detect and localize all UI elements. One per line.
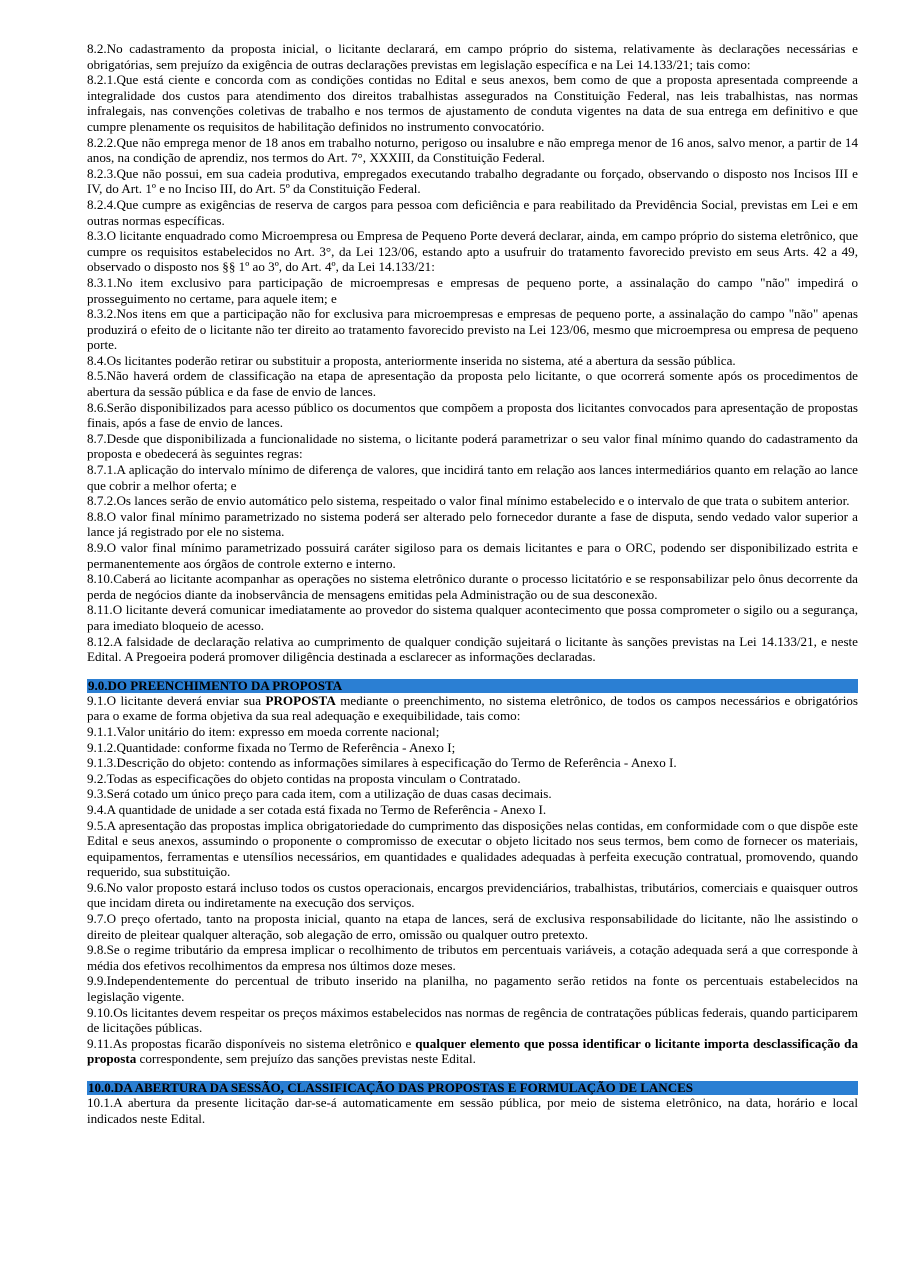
paragraph [87,1036,858,1067]
paragraph: 9.5.A apresentação das propostas implica obrigatoriedade do cumprimento das disposições nelas contidas, em conformidade com o que dispõe este Edital e seus anexos, assumindo o proponente o compromisso de executar o objeto licitado nos seus termos, bem como de fornecer os materiais, equipamentos, ferramentas e utensílios necessários, em quantidades e qualidades adequadas à perfeita execução contratual, promovendo, quando requerido, sua substituição. [87,817,858,880]
paragraph: 8.3.2.Nos itens em que a participação não for exclusiva para microempresas e empresas de pequeno porte, a assinalação do campo "não" apenas produzirá o efeito de o licitante não ter direito ao tratamento favorecido previsto na Lei 123/06, mesmo que microempresa ou empresa de pequeno porte. [87,306,858,353]
paragraph: 10.1.A abertura da presente licitação dar-se-á automaticamente em sessão pública, por meio de sistema eletrônico, na data, horário e local indicados neste Edital. [87,1095,858,1126]
paragraph: 9.3.Será cotado um único preço para cada item, com a utilização de duas casas decimais. [87,786,552,802]
paragraph: 9.4.A quantidade de unidade a ser cotada está fixada no Termo de Referência - Anexo I. [87,801,547,817]
paragraph: 8.7.Desde que disponibilizada a funcionalidade no sistema, o licitante poderá parametrizar o seu valor final mínimo quando do cadastramento da proposta e obedecerá às seguintes regras: [87,430,858,462]
paragraph: 8.3.O licitante enquadrado como Microempresa ou Empresa de Pequeno Porte deverá declarar, ainda, em campo próprio do sistema eletrônico, que cumpre os requisitos estabelecidos no Art. 3°, da Lei 123/06, estando apto a usufruir do tratamento favorecido previsto em seus Arts. 42 a 49, observado o disposto nos §§ 1º ao 3º, do Art. 4º, da Lei 14.133/21: [87,228,859,275]
paragraph: 8.5.Não haverá ordem de classificação na etapa de apresentação da proposta pelo licitante, o que ocorrerá somente após os procedimentos de abertura da sessão pública e da fase de envio de lances. [87,368,858,400]
paragraph: 8.11.O licitante deverá comunicar imediatamente ao provedor do sistema qualquer acontecimento que possa comprometer o sigilo ou a segurança, para imediato bloqueio de acesso. [87,602,858,633]
paragraph: 8.9.O valor final mínimo parametrizado possuirá caráter sigiloso para os demais licitantes e para o ORC, podendo ser disponibilizado estrita e permanentemente aos órgãos de controle externo e interno. [87,540,858,571]
paragraph: 8.2.2.Que não emprega menor de 18 anos em trabalho noturno, perigoso ou insalubre e não emprega menor de 16 anos, salvo menor, a partir de 14 anos, na condição de aprendiz, nos termos do Art. 7°, XXXIII, da Constituição Federal. [87,134,858,166]
document-page [87,41,858,1126]
bold-text-run: PROPOSTA [265,692,336,708]
text-run: 9.11.As propostas ficarão disponíveis no sistema eletrônico e [87,1035,416,1051]
text-run: mediante o preenchimento, no sistema eletrônico, de todos os campos necessários e obrigatórios para o exame de forma objetiva da sua real adequação e exequibilidade, tais como: [87,692,858,724]
section-heading-text: 9.0.DO PREENCHIMENTO DA PROPOSTA [88,677,343,693]
paragraph: 9.8.Se o regime tributário da empresa implicar o recolhimento de tributos em percentuais variáveis, a cotação adequada será a que corresponde à média dos efetivos recolhimentos da empresa nos últimos doze meses. [87,942,858,973]
paragraph: 8.2.No cadastramento da proposta inicial, o licitante declarará, em campo próprio do sistema, relativamente às declarações necessárias e obrigatórias, sem prejuízo da exigência de outras declarações previstas em legislação específica e na Lei 14.133/21; tais como: [87,41,858,72]
section-9-body [87,693,858,1067]
paragraph: 9.2.Todas as especificações do objeto contidas na proposta vinculam o Contratado. [87,770,521,786]
paragraph: 8.6.Serão disponibilizados para acesso público os documentos que compõem a proposta dos licitantes convocados para apresentação de propostas finais, após a fase de envio de lances. [87,399,858,431]
paragraph: 8.2.1.Que está ciente e concorda com as condições contidas no Edital e seus anexos, bem como de que a proposta apresentada compreende a integralidade dos custos para atendimento dos direitos trabalhistas assegurados na Constituição Federal, nas leis trabalhistas, nas normas infralegais, nas convenções coletivas de trabalho e nos termos de ajustamento de conduta vigentes na data de sua entrega em definitivo e que cumpre plenamente os requisitos de habilitação definidos no instrumento convocatório. [87,72,858,134]
paragraph: 9.1.2.Quantidade: conforme fixada no Termo de Referência - Anexo I; [87,739,456,755]
paragraph: 9.10.Os licitantes devem respeitar os preços máximos estabelecidos nas normas de regência de contratações públicas federais, quando participarem de licitações públicas. [87,1004,858,1036]
paragraph: 8.2.3.Que não possui, em sua cadeia produtiva, empregados executando trabalho degradante ou forçado, observando o disposto nos Incisos III e IV, do Art. 1º e no Inciso III, do Art. 5º da Constituição Federal. [87,165,858,197]
section-9-heading [87,679,858,693]
paragraph: 9.7.O preço ofertado, tanto na proposta inicial, quanto na etapa de lances, será de exclusiva responsabilidade do licitante, não lhe assistindo o direito de pleitear qualquer alteração, sob alegação de erro, omissão ou qualquer outro pretexto. [87,911,858,942]
paragraph [87,693,858,724]
text-run: correspondente, sem prejuízo das sanções previstas neste Edital. [136,1051,476,1067]
section-10-heading [87,1081,858,1095]
paragraph: 9.1.3.Descrição do objeto: contendo as informações similares à especificação do Termo de Referência - Anexo I. [87,755,677,771]
paragraph: 8.7.2.Os lances serão de envio automático pelo sistema, respeitado o valor final mínimo estabelecido e o intervalo de que trata o subitem anterior. [87,493,850,509]
section-10-body [87,1095,858,1126]
paragraph: 8.7.1.A aplicação do intervalo mínimo de diferença de valores, que incidirá tanto em relação aos lances intermediários quanto em relação ao lance que cobrir a melhor oferta; e [87,462,858,493]
paragraph: 8.10.Caberá ao licitante acompanhar as operações no sistema eletrônico durante o processo licitatório e se responsabilizar pelo ônus decorrente da perda de negócios diante da inobservância de mensagens emitidas pela Administração ou de sua desconexão. [87,571,858,602]
section-heading-text: 10.0.DA ABERTURA DA SESSÃO, CLASSIFICAÇÃO DAS PROPOSTAS E FORMULAÇÃO DE LANCES [88,1080,693,1095]
paragraph: 8.12.A falsidade de declaração relativa ao cumprimento de qualquer condição sujeitará o licitante às sanções previstas na Lei 14.133/21, e neste Edital. A Pregoeira poderá promover diligência destinada a esclarecer as informações declaradas. [87,633,858,665]
paragraph: 8.2.4.Que cumpre as exigências de reserva de cargos para pessoa com deficiência e para reabilitado da Previdência Social, previstas em Lei e em outras normas específicas. [87,196,858,228]
paragraph: 8.3.1.No item exclusivo para participação de microempresas e empresas de pequeno porte, a assinalação do campo "não" impedirá o prosseguimento no certame, para aquele item; e [87,274,858,306]
paragraph: 9.6.No valor proposto estará incluso todos os custos operacionais, encargos previdenciários, trabalhistas, tributários, comerciais e quaisquer outros que incidam direta ou indiretamente na execução dos serviços. [87,879,858,911]
paragraph: 8.4.Os licitantes poderão retirar ou substituir a proposta, anteriormente inserida no sistema, até a abertura da sessão pública. [87,352,736,368]
section-8-body [87,41,858,665]
paragraph: 9.9.Independentemente do percentual de tributo inserido na planilha, no pagamento serão retidos na fonte os percentuais estabelecidos na legislação vigente. [87,973,858,1005]
paragraph: 8.8.O valor final mínimo parametrizado no sistema poderá ser alterado pelo fornecedor durante a fase de disputa, sendo vedado valor superior a lance já registrado por ele no sistema. [87,508,858,540]
bold-text-run: qualquer elemento que possa identificar o licitante importa desclassificação da proposta [87,1035,858,1067]
paragraph: 9.1.1.Valor unitário do item: expresso em moeda corrente nacional; [87,723,440,739]
text-run: 9.1.O licitante deverá enviar sua [87,692,266,708]
